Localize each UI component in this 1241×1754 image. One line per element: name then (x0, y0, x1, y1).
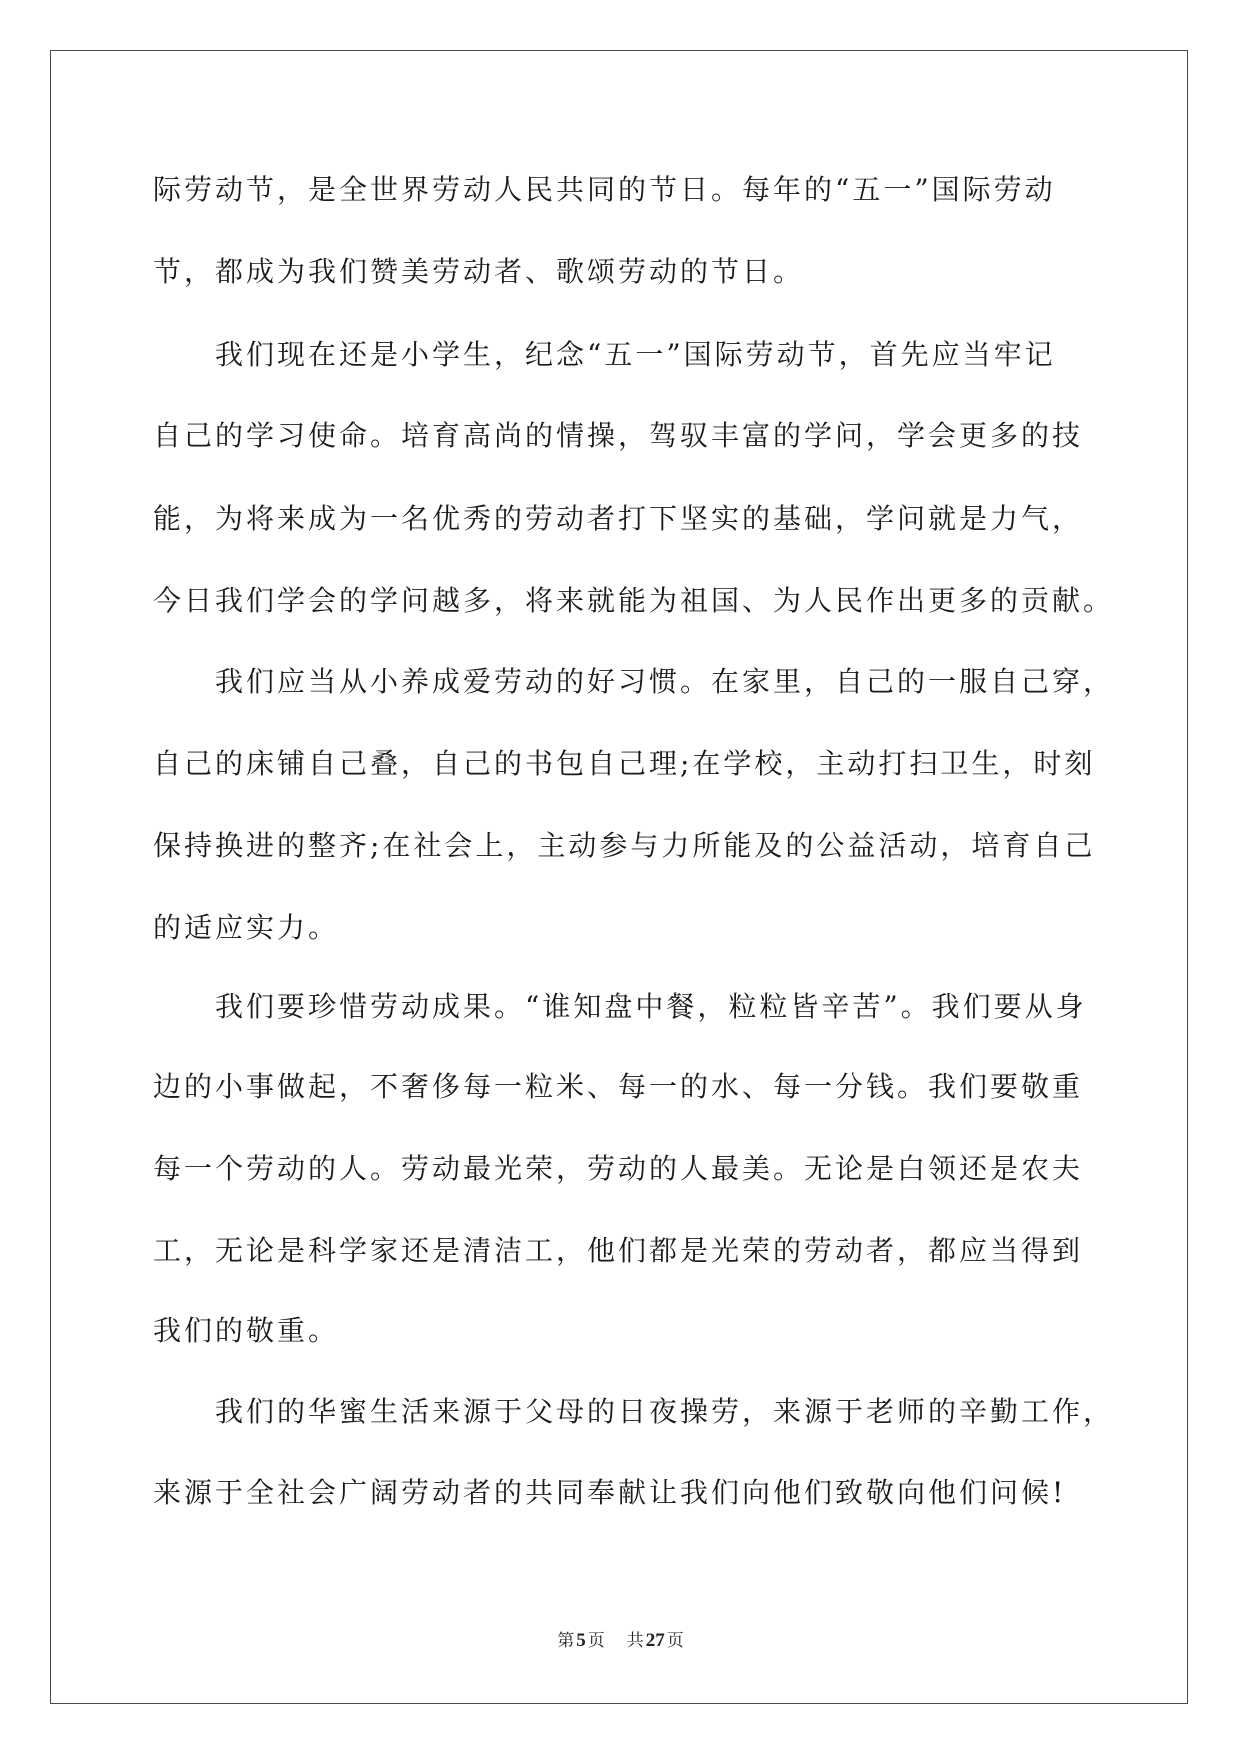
page-footer (0, 1626, 1241, 1652)
paragraph-4-line-1: 我们要珍惜劳动成果。“谁知盘中餐，粒粒皆辛苦”。我们要从身 (215, 990, 1087, 1023)
total-suffix: 页 (666, 1631, 684, 1650)
paragraph-1-line-2: 节，都成为我们赞美劳动者、歌颂劳动的节日。 (153, 255, 805, 288)
total-prefix: 共 (626, 1631, 644, 1650)
paragraph-2-line-4: 今日我们学会的学问越多，将来就能为祖国、为人民作出更多的贡献。 (153, 584, 1115, 617)
paragraph-2-line-2: 自己的学习使命。培育高尚的情操，驾驭丰富的学问，学会更多的技 (153, 419, 1084, 452)
paragraph-3-line-2: 自己的床铺自己叠，自己的书包自己理;在学校，主动打扫卫生，时刻 (153, 747, 1096, 780)
paragraph-5-line-2: 来源于全社会广阔劳动者的共同奉献让我们向他们致敬向他们问候! (153, 1476, 1067, 1509)
paragraph-3-line-4: 的适应实力。 (153, 911, 340, 944)
paragraph-4-line-5: 我们的敬重。 (153, 1314, 340, 1347)
paragraph-4-line-3: 每一个劳动的人。劳动最光荣，劳动的人最美。无论是白领还是农夫 (153, 1152, 1084, 1185)
paragraph-1-line-1: 际劳动节，是全世界劳动人民共同的节日。每年的“五一”国际劳动 (153, 173, 1056, 206)
paragraph-2-line-1: 我们现在还是小学生，纪念“五一”国际劳动节，首先应当牢记 (215, 338, 1056, 371)
paragraph-5-line-1: 我们的华蜜生活来源于父母的日夜操劳，来源于老师的辛勤工作， (215, 1395, 1115, 1428)
paragraph-4-line-2: 边的小事做起，不奢侈每一粒米、每一的水、每一分钱。我们要敬重 (153, 1070, 1084, 1103)
paragraph-3-line-3: 保持换进的整齐;在社会上，主动参与力所能及的公益活动，培育自己 (153, 829, 1096, 862)
page-prefix: 第 (557, 1631, 575, 1650)
paragraph-2-line-3: 能，为将来成为一名优秀的劳动者打下坚实的基础，学问就是力气， (153, 502, 1084, 535)
page-number: 5 (576, 1630, 586, 1651)
paragraph-4-line-4: 工，无论是科学家还是清洁工，他们都是光荣的劳动者，都应当得到 (153, 1234, 1084, 1267)
total-pages: 27 (645, 1630, 665, 1651)
paragraph-3-line-1: 我们应当从小养成爱劳动的好习惯。在家里，自己的一服自己穿， (215, 665, 1115, 698)
page-suffix: 页 (587, 1631, 605, 1650)
